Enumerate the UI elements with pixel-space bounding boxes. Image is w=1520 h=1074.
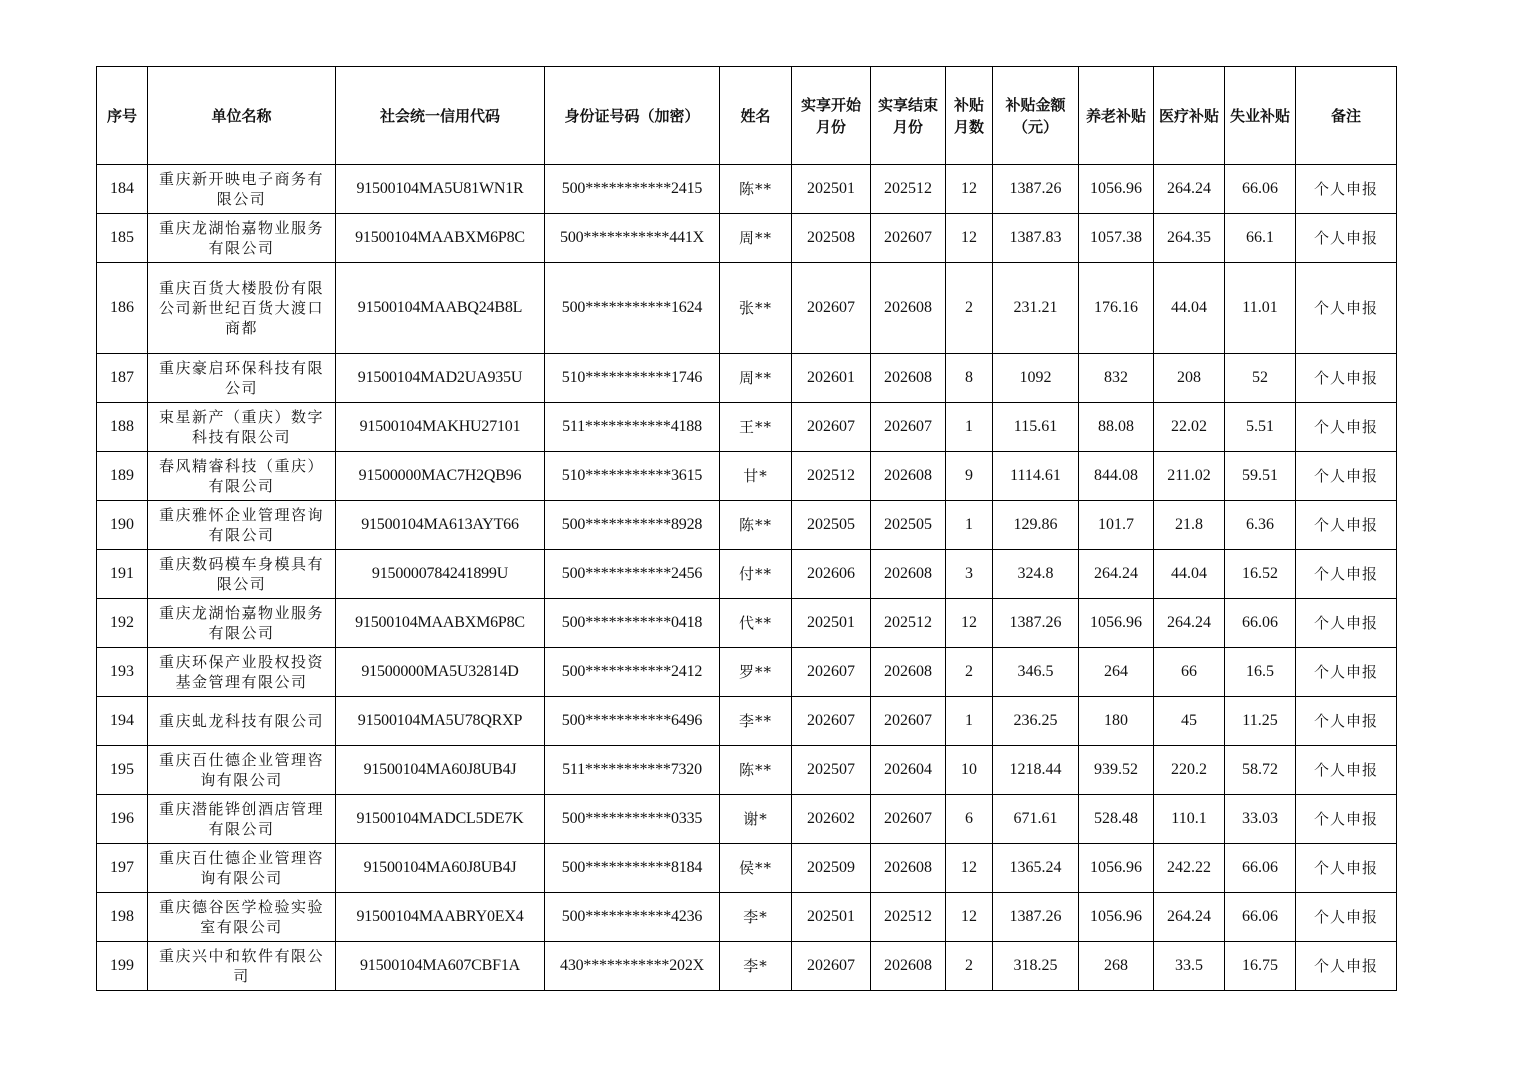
cell-unemployment: 5.51 — [1225, 403, 1296, 452]
cell-remark: 个人申报 — [1296, 263, 1397, 354]
cell-medical: 45 — [1154, 697, 1225, 746]
cell-medical: 21.8 — [1154, 501, 1225, 550]
cell-months: 3 — [946, 550, 993, 599]
header-end-month: 实享结束月份 — [871, 67, 946, 165]
cell-end-month: 202607 — [871, 795, 946, 844]
cell-id-number: 510***********1746 — [545, 354, 720, 403]
cell-id-number: 500***********441X — [545, 214, 720, 263]
cell-credit-code: 91500104MA607CBF1A — [336, 942, 545, 991]
cell-pension: 101.7 — [1079, 501, 1154, 550]
cell-credit-code: 91500104MA613AYT66 — [336, 501, 545, 550]
cell-person-name: 罗** — [720, 648, 792, 697]
cell-unit-name: 重庆环保产业股权投资基金管理有限公司 — [148, 648, 336, 697]
cell-amount: 1365.24 — [993, 844, 1079, 893]
cell-amount: 129.86 — [993, 501, 1079, 550]
cell-seq: 198 — [97, 893, 148, 942]
cell-pension: 88.08 — [1079, 403, 1154, 452]
cell-end-month: 202608 — [871, 942, 946, 991]
cell-seq: 199 — [97, 942, 148, 991]
cell-amount: 1218.44 — [993, 746, 1079, 795]
cell-months: 12 — [946, 599, 993, 648]
cell-start-month: 202602 — [792, 795, 871, 844]
header-credit-code: 社会统一信用代码 — [336, 67, 545, 165]
cell-remark: 个人申报 — [1296, 165, 1397, 214]
cell-unit-name: 重庆潜能铧创酒店管理有限公司 — [148, 795, 336, 844]
cell-credit-code: 91500104MA5U81WN1R — [336, 165, 545, 214]
table-row — [97, 746, 1397, 795]
table-row — [97, 165, 1397, 214]
cell-credit-code: 91500104MA60J8UB4J — [336, 746, 545, 795]
cell-id-number: 500***********8184 — [545, 844, 720, 893]
cell-start-month: 202606 — [792, 550, 871, 599]
cell-credit-code: 91500000MAC7H2QB96 — [336, 452, 545, 501]
cell-seq: 192 — [97, 599, 148, 648]
table-row — [97, 354, 1397, 403]
cell-amount: 1387.83 — [993, 214, 1079, 263]
cell-amount: 1114.61 — [993, 452, 1079, 501]
cell-id-number: 510***********3615 — [545, 452, 720, 501]
cell-credit-code: 91500104MA60J8UB4J — [336, 844, 545, 893]
cell-amount: 115.61 — [993, 403, 1079, 452]
table-row — [97, 263, 1397, 354]
cell-seq: 196 — [97, 795, 148, 844]
cell-remark: 个人申报 — [1296, 403, 1397, 452]
cell-end-month: 202512 — [871, 893, 946, 942]
cell-person-name: 侯** — [720, 844, 792, 893]
cell-medical: 264.24 — [1154, 893, 1225, 942]
cell-id-number: 500***********2415 — [545, 165, 720, 214]
table-row — [97, 550, 1397, 599]
cell-unit-name: 重庆百货大楼股份有限公司新世纪百货大渡口商都 — [148, 263, 336, 354]
cell-medical: 211.02 — [1154, 452, 1225, 501]
cell-pension: 1057.38 — [1079, 214, 1154, 263]
header-months: 补贴月数 — [946, 67, 993, 165]
cell-remark: 个人申报 — [1296, 844, 1397, 893]
cell-amount: 1387.26 — [993, 893, 1079, 942]
cell-unit-name: 重庆兴中和软件有限公司 — [148, 942, 336, 991]
cell-unit-name: 重庆德谷医学检验实验室有限公司 — [148, 893, 336, 942]
cell-person-name: 谢* — [720, 795, 792, 844]
cell-pension: 528.48 — [1079, 795, 1154, 844]
cell-medical: 208 — [1154, 354, 1225, 403]
cell-remark: 个人申报 — [1296, 501, 1397, 550]
cell-months: 12 — [946, 165, 993, 214]
table-row — [97, 697, 1397, 746]
cell-medical: 22.02 — [1154, 403, 1225, 452]
cell-medical: 264.35 — [1154, 214, 1225, 263]
cell-remark: 个人申报 — [1296, 214, 1397, 263]
cell-end-month: 202512 — [871, 165, 946, 214]
cell-remark: 个人申报 — [1296, 452, 1397, 501]
table-row — [97, 893, 1397, 942]
cell-remark: 个人申报 — [1296, 942, 1397, 991]
cell-seq: 187 — [97, 354, 148, 403]
header-row — [97, 67, 1397, 165]
cell-id-number: 500***********2412 — [545, 648, 720, 697]
cell-medical: 66 — [1154, 648, 1225, 697]
cell-months: 2 — [946, 263, 993, 354]
cell-amount: 231.21 — [993, 263, 1079, 354]
cell-start-month: 202501 — [792, 165, 871, 214]
cell-remark: 个人申报 — [1296, 648, 1397, 697]
table-row — [97, 403, 1397, 452]
header-seq: 序号 — [97, 67, 148, 165]
header-unemployment: 失业补贴 — [1225, 67, 1296, 165]
cell-pension: 1056.96 — [1079, 165, 1154, 214]
cell-id-number: 500***********0418 — [545, 599, 720, 648]
cell-months: 9 — [946, 452, 993, 501]
cell-months: 12 — [946, 893, 993, 942]
cell-medical: 110.1 — [1154, 795, 1225, 844]
cell-person-name: 陈** — [720, 165, 792, 214]
cell-unemployment: 16.52 — [1225, 550, 1296, 599]
cell-person-name: 张** — [720, 263, 792, 354]
cell-amount: 1092 — [993, 354, 1079, 403]
cell-pension: 939.52 — [1079, 746, 1154, 795]
cell-end-month: 202607 — [871, 697, 946, 746]
cell-unit-name: 重庆百仕德企业管理咨询有限公司 — [148, 746, 336, 795]
cell-person-name: 李* — [720, 942, 792, 991]
cell-unemployment: 58.72 — [1225, 746, 1296, 795]
cell-pension: 176.16 — [1079, 263, 1154, 354]
cell-months: 1 — [946, 501, 993, 550]
cell-remark: 个人申报 — [1296, 550, 1397, 599]
cell-end-month: 202604 — [871, 746, 946, 795]
cell-unemployment: 59.51 — [1225, 452, 1296, 501]
cell-months: 2 — [946, 942, 993, 991]
cell-id-number: 500***********4236 — [545, 893, 720, 942]
cell-unit-name: 重庆百仕德企业管理咨询有限公司 — [148, 844, 336, 893]
cell-start-month: 202512 — [792, 452, 871, 501]
cell-end-month: 202607 — [871, 214, 946, 263]
cell-unemployment: 66.1 — [1225, 214, 1296, 263]
cell-remark: 个人申报 — [1296, 795, 1397, 844]
cell-pension: 832 — [1079, 354, 1154, 403]
cell-seq: 195 — [97, 746, 148, 795]
cell-unit-name: 束星新产（重庆）数字科技有限公司 — [148, 403, 336, 452]
cell-unit-name: 重庆雅怀企业管理咨询有限公司 — [148, 501, 336, 550]
cell-months: 12 — [946, 844, 993, 893]
cell-start-month: 202607 — [792, 942, 871, 991]
cell-seq: 194 — [97, 697, 148, 746]
cell-id-number: 500***********1624 — [545, 263, 720, 354]
cell-end-month: 202608 — [871, 263, 946, 354]
cell-remark: 个人申报 — [1296, 746, 1397, 795]
cell-credit-code: 91500104MAABQ24B8L — [336, 263, 545, 354]
cell-unemployment: 16.5 — [1225, 648, 1296, 697]
cell-unemployment: 11.25 — [1225, 697, 1296, 746]
cell-credit-code: 91500104MAD2UA935U — [336, 354, 545, 403]
cell-months: 1 — [946, 697, 993, 746]
cell-person-name: 周** — [720, 354, 792, 403]
header-amount: 补贴金额（元） — [993, 67, 1079, 165]
table-row — [97, 844, 1397, 893]
cell-start-month: 202607 — [792, 403, 871, 452]
cell-end-month: 202512 — [871, 599, 946, 648]
cell-id-number: 500***********6496 — [545, 697, 720, 746]
cell-start-month: 202607 — [792, 648, 871, 697]
subsidy-table — [96, 66, 1397, 991]
cell-amount: 236.25 — [993, 697, 1079, 746]
cell-end-month: 202608 — [871, 550, 946, 599]
cell-remark: 个人申报 — [1296, 599, 1397, 648]
table-row — [97, 501, 1397, 550]
cell-credit-code: 91500104MA5U78QRXP — [336, 697, 545, 746]
cell-seq: 193 — [97, 648, 148, 697]
cell-pension: 844.08 — [1079, 452, 1154, 501]
cell-pension: 1056.96 — [1079, 599, 1154, 648]
cell-unit-name: 重庆龙湖怡嘉物业服务有限公司 — [148, 214, 336, 263]
cell-person-name: 陈** — [720, 746, 792, 795]
cell-person-name: 陈** — [720, 501, 792, 550]
cell-end-month: 202608 — [871, 354, 946, 403]
cell-months: 2 — [946, 648, 993, 697]
table-row — [97, 648, 1397, 697]
cell-months: 10 — [946, 746, 993, 795]
cell-amount: 1387.26 — [993, 599, 1079, 648]
cell-unit-name: 重庆龙湖怡嘉物业服务有限公司 — [148, 599, 336, 648]
cell-amount: 318.25 — [993, 942, 1079, 991]
cell-start-month: 202501 — [792, 599, 871, 648]
cell-unit-name: 重庆数码模车身模具有限公司 — [148, 550, 336, 599]
table-row — [97, 214, 1397, 263]
cell-start-month: 202509 — [792, 844, 871, 893]
table-row — [97, 599, 1397, 648]
cell-unemployment: 66.06 — [1225, 844, 1296, 893]
cell-medical: 33.5 — [1154, 942, 1225, 991]
cell-pension: 264.24 — [1079, 550, 1154, 599]
cell-medical: 44.04 — [1154, 263, 1225, 354]
table-row — [97, 795, 1397, 844]
cell-months: 6 — [946, 795, 993, 844]
cell-end-month: 202608 — [871, 844, 946, 893]
cell-remark: 个人申报 — [1296, 354, 1397, 403]
cell-amount: 1387.26 — [993, 165, 1079, 214]
cell-start-month: 202501 — [792, 893, 871, 942]
cell-amount: 346.5 — [993, 648, 1079, 697]
cell-medical: 220.2 — [1154, 746, 1225, 795]
cell-seq: 188 — [97, 403, 148, 452]
cell-credit-code: 9150000784241899U — [336, 550, 545, 599]
table-body — [97, 165, 1397, 991]
cell-person-name: 王** — [720, 403, 792, 452]
cell-pension: 1056.96 — [1079, 844, 1154, 893]
cell-unemployment: 66.06 — [1225, 165, 1296, 214]
cell-id-number: 511***********4188 — [545, 403, 720, 452]
cell-start-month: 202508 — [792, 214, 871, 263]
cell-unemployment: 6.36 — [1225, 501, 1296, 550]
cell-unit-name: 重庆虬龙科技有限公司 — [148, 697, 336, 746]
cell-months: 12 — [946, 214, 993, 263]
cell-start-month: 202607 — [792, 697, 871, 746]
cell-remark: 个人申报 — [1296, 697, 1397, 746]
cell-medical: 242.22 — [1154, 844, 1225, 893]
cell-remark: 个人申报 — [1296, 893, 1397, 942]
cell-person-name: 周** — [720, 214, 792, 263]
cell-start-month: 202601 — [792, 354, 871, 403]
cell-end-month: 202608 — [871, 648, 946, 697]
cell-months: 1 — [946, 403, 993, 452]
cell-person-name: 付** — [720, 550, 792, 599]
cell-medical: 264.24 — [1154, 599, 1225, 648]
cell-person-name: 李** — [720, 697, 792, 746]
cell-credit-code: 91500104MAABXM6P8C — [336, 214, 545, 263]
cell-seq: 191 — [97, 550, 148, 599]
cell-seq: 190 — [97, 501, 148, 550]
cell-pension: 264 — [1079, 648, 1154, 697]
cell-person-name: 代** — [720, 599, 792, 648]
cell-start-month: 202505 — [792, 501, 871, 550]
cell-seq: 185 — [97, 214, 148, 263]
cell-person-name: 李* — [720, 893, 792, 942]
cell-id-number: 430***********202X — [545, 942, 720, 991]
cell-seq: 186 — [97, 263, 148, 354]
cell-start-month: 202507 — [792, 746, 871, 795]
cell-id-number: 500***********0335 — [545, 795, 720, 844]
cell-pension: 1056.96 — [1079, 893, 1154, 942]
cell-end-month: 202608 — [871, 452, 946, 501]
header-pension: 养老补贴 — [1079, 67, 1154, 165]
cell-seq: 184 — [97, 165, 148, 214]
cell-medical: 44.04 — [1154, 550, 1225, 599]
cell-start-month: 202607 — [792, 263, 871, 354]
cell-credit-code: 91500104MAABRY0EX4 — [336, 893, 545, 942]
cell-credit-code: 91500104MADCL5DE7K — [336, 795, 545, 844]
cell-amount: 324.8 — [993, 550, 1079, 599]
cell-unemployment: 16.75 — [1225, 942, 1296, 991]
cell-pension: 180 — [1079, 697, 1154, 746]
cell-medical: 264.24 — [1154, 165, 1225, 214]
cell-months: 8 — [946, 354, 993, 403]
cell-unemployment: 66.06 — [1225, 599, 1296, 648]
header-name: 姓名 — [720, 67, 792, 165]
table-row — [97, 452, 1397, 501]
cell-person-name: 甘* — [720, 452, 792, 501]
table-row — [97, 942, 1397, 991]
cell-id-number: 500***********2456 — [545, 550, 720, 599]
cell-unemployment: 11.01 — [1225, 263, 1296, 354]
cell-end-month: 202505 — [871, 501, 946, 550]
cell-credit-code: 91500104MAKHU27101 — [336, 403, 545, 452]
cell-pension: 268 — [1079, 942, 1154, 991]
cell-id-number: 511***********7320 — [545, 746, 720, 795]
cell-unemployment: 66.06 — [1225, 893, 1296, 942]
header-start-month: 实享开始月份 — [792, 67, 871, 165]
cell-unit-name: 春风精睿科技（重庆）有限公司 — [148, 452, 336, 501]
cell-credit-code: 91500000MA5U32814D — [336, 648, 545, 697]
cell-seq: 197 — [97, 844, 148, 893]
header-unit-name: 单位名称 — [148, 67, 336, 165]
header-id-number: 身份证号码（加密） — [545, 67, 720, 165]
cell-amount: 671.61 — [993, 795, 1079, 844]
cell-unemployment: 52 — [1225, 354, 1296, 403]
cell-seq: 189 — [97, 452, 148, 501]
header-remark: 备注 — [1296, 67, 1397, 165]
header-medical: 医疗补贴 — [1154, 67, 1225, 165]
cell-unemployment: 33.03 — [1225, 795, 1296, 844]
cell-unit-name: 重庆豪启环保科技有限公司 — [148, 354, 336, 403]
cell-credit-code: 91500104MAABXM6P8C — [336, 599, 545, 648]
cell-id-number: 500***********8928 — [545, 501, 720, 550]
cell-end-month: 202607 — [871, 403, 946, 452]
cell-unit-name: 重庆新开映电子商务有限公司 — [148, 165, 336, 214]
